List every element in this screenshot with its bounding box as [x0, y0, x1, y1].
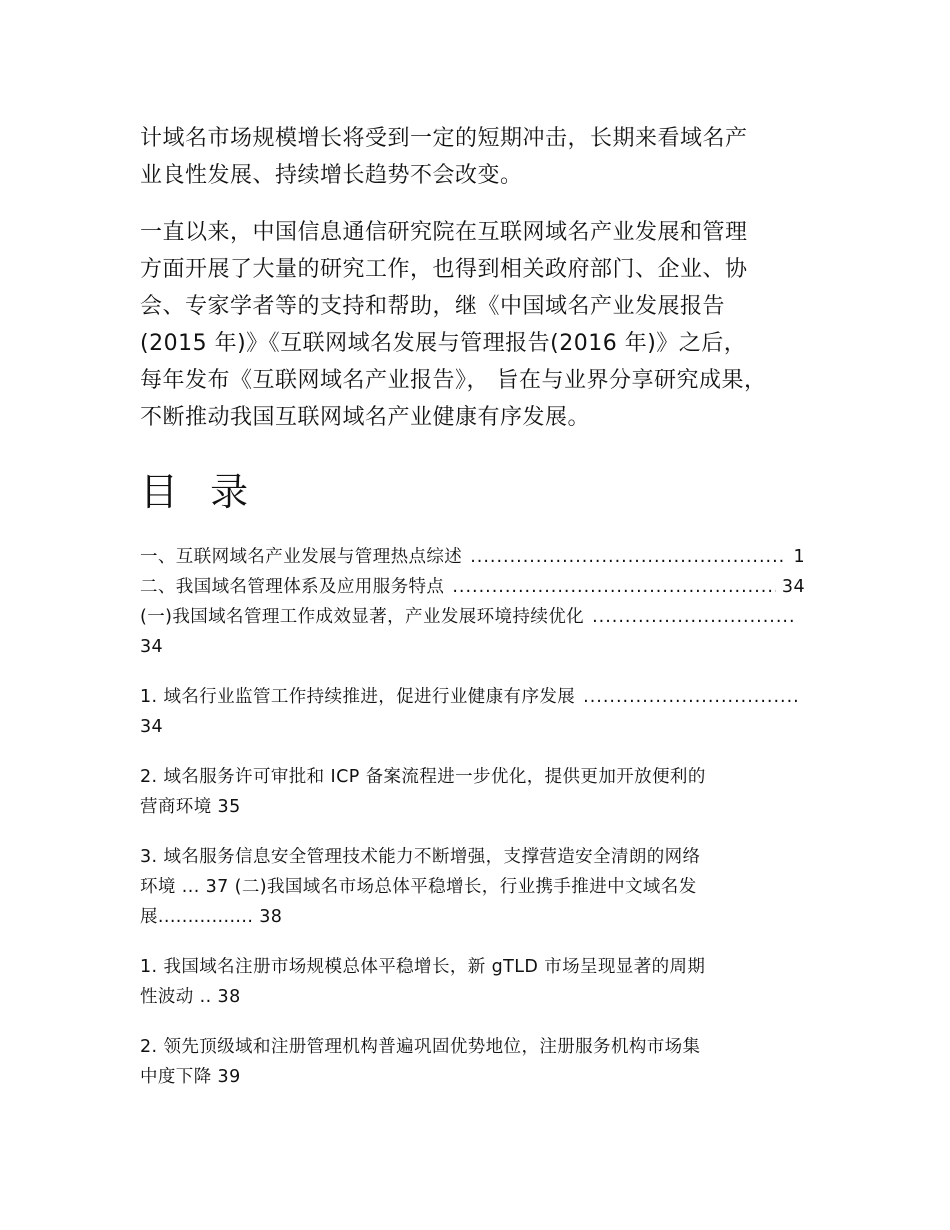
- toc-entry[interactable]: [140, 682, 830, 742]
- toc-entry-line: 展................ 38: [140, 907, 283, 927]
- toc-entry[interactable]: [140, 952, 830, 1012]
- toc-page-number: 34: [140, 637, 164, 657]
- document-page: [140, 120, 830, 1092]
- paragraph-line: 会、专家学者等的支持和帮助，继《中国域名产业发展报告: [140, 294, 726, 319]
- toc-entry-line: 中度下降 39: [140, 1067, 241, 1087]
- toc-entry[interactable]: [140, 1032, 830, 1092]
- body-paragraph-2: [140, 214, 830, 436]
- paragraph-line: (2015 年)》《互联网域名发展与管理报告(2016 年)》之后，: [140, 331, 747, 356]
- dot-leader: [584, 602, 795, 632]
- dot-leader: [444, 572, 776, 602]
- paragraph-line: 不断推动我国互联网域名产业健康有序发展。: [140, 405, 591, 430]
- toc-page-number: 34: [781, 577, 805, 597]
- toc-entry-line: 3. 域名服务信息安全管理技术能力不断增强，支撑营造安全清朗的网络: [140, 847, 701, 867]
- toc-entry-line: 2. 域名服务许可审批和 ICP 备案流程进一步优化，提供更加开放便利的: [140, 767, 706, 787]
- toc-entry-line: 1. 我国域名注册市场规模总体平稳增长，新 gTLD 市场呈现显著的周期: [140, 957, 706, 977]
- toc-entry-text: 1. 域名行业监管工作持续推进，促进行业健康有序发展: [140, 687, 576, 707]
- toc-entry-text: (一)我国域名管理工作成效显著，产业发展环境持续优化: [140, 607, 585, 627]
- paragraph-line: 计域名市场规模增长将受到一定的短期冲击，长期来看域名产: [140, 126, 748, 151]
- toc-title: 目 录: [140, 470, 259, 514]
- toc-page-number: 1: [793, 547, 805, 567]
- toc-entry[interactable]: [140, 572, 830, 602]
- toc-entry[interactable]: [140, 842, 830, 932]
- toc-entry[interactable]: [140, 762, 830, 822]
- paragraph-line: 一直以来，中国信息通信研究院在互联网域名产业发展和管理: [140, 220, 748, 245]
- toc-page-number: 34: [140, 717, 164, 737]
- paragraph-line: 方面开展了大量的研究工作，也得到相关政府部门、企业、协: [140, 257, 748, 282]
- toc-entry[interactable]: [140, 602, 830, 662]
- toc-entry-line: 营商环境 35: [140, 797, 241, 817]
- toc-entry-text: 一、互联网域名产业发展与管理热点综述: [140, 547, 463, 567]
- toc-entry-line: 环境 ... 37 (二)我国域名市场总体平稳增长，行业携手推进中文域名发: [140, 877, 697, 897]
- toc-entry-line: 性波动 .. 38: [140, 987, 241, 1007]
- toc-entry-line: 2. 领先顶级域和注册管理机构普遍巩固优势地位，注册服务机构市场集: [140, 1037, 701, 1057]
- table-of-contents: [140, 542, 830, 1092]
- toc-entry-text: 二、我国域名管理体系及应用服务特点: [140, 577, 445, 597]
- paragraph-line: 每年发布《互联网域名产业报告》， 旨在与业界分享研究成果，: [140, 368, 767, 393]
- toc-entry[interactable]: [140, 542, 830, 572]
- dot-leader: [575, 682, 800, 712]
- dot-leader: [462, 542, 787, 572]
- body-paragraph-1: [140, 120, 830, 194]
- paragraph-line: 业良性发展、持续增长趋势不会改变。: [140, 163, 523, 188]
